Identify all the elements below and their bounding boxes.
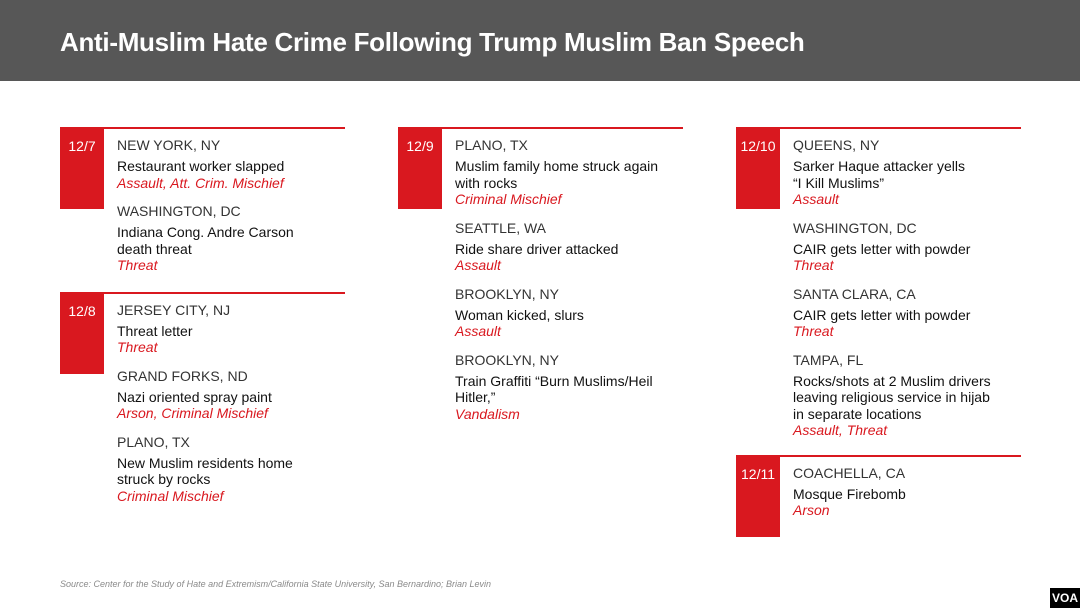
incident-location: BROOKLYN, NY	[455, 351, 559, 368]
incident-item	[117, 368, 345, 422]
column-3	[736, 127, 1021, 531]
date-group-12-11	[736, 455, 1021, 519]
incident-description: Train Graffiti “Burn Muslims/Heil	[455, 372, 653, 389]
source-note: Source: Center for the Study of Hate and Extremism/California State University, San Bernardino; Brian Levin	[60, 579, 492, 589]
incident-location: JERSEY CITY, NJ	[117, 301, 231, 318]
column-1	[60, 127, 345, 516]
incident-type: Assault, Threat	[793, 422, 888, 438]
incident-item	[117, 203, 345, 274]
incident-location: SEATTLE, WA	[455, 219, 547, 236]
incident-item	[793, 286, 1021, 340]
incident-item	[793, 465, 1021, 519]
incident-description: Restaurant worker slapped	[117, 158, 285, 174]
date-badge: 12/10	[736, 127, 780, 209]
date-badge: 12/11	[736, 455, 780, 537]
date-group-12-7	[60, 127, 345, 274]
incident-location: COACHELLA, CA	[793, 464, 906, 481]
date-badge: 12/9	[398, 127, 442, 209]
incident-item	[793, 137, 1021, 208]
incident-item	[793, 352, 1021, 439]
incident-type: Vandalism	[455, 405, 520, 422]
header-bar	[0, 0, 1080, 81]
incident-location: NEW YORK, NY	[117, 137, 221, 153]
incident-description: Hitler,”	[455, 389, 496, 405]
incident-description: death threat	[117, 240, 192, 257]
incident-location: PLANO, TX	[455, 137, 528, 153]
date-badge: 12/8	[60, 292, 104, 374]
incident-location: PLANO, TX	[117, 433, 190, 450]
page-title: Anti-Muslim Hate Crime Following Trump Muslim Ban Speech	[60, 27, 805, 57]
voa-logo: VOA	[1050, 588, 1080, 608]
incident-item	[117, 137, 345, 191]
date-group-12-9	[398, 127, 683, 422]
incident-type: Assault	[793, 191, 839, 207]
date-badge: 12/7	[60, 127, 104, 209]
incident-type: Threat	[793, 257, 834, 273]
incident-location: WASHINGTON, DC	[117, 203, 241, 219]
incident-item	[455, 352, 683, 423]
incident-location: SANTA CLARA, CA	[793, 285, 916, 302]
incident-type: Assault, Att. Crim. Mischief	[117, 174, 284, 191]
incident-item	[455, 137, 683, 208]
incident-description: Ride share driver attacked	[455, 240, 619, 257]
incident-description: Sarker Haque attacker yells	[793, 158, 965, 174]
incident-description: Indiana Cong. Andre Carson	[117, 224, 294, 240]
incident-description: Rocks/shots at 2 Muslim drivers	[793, 372, 991, 389]
incident-description: Mosque Firebomb	[793, 485, 906, 502]
date-group-12-8	[60, 292, 345, 505]
incident-description: with rocks	[455, 174, 518, 191]
incident-type: Arson, Criminal Mischief	[117, 405, 268, 421]
incident-description: CAIR gets letter with powder	[793, 240, 971, 257]
incident-description: leaving religious service in hijab	[793, 389, 990, 405]
incident-item	[793, 220, 1021, 274]
incident-description: struck by rocks	[117, 471, 211, 487]
incident-location: GRAND FORKS, ND	[117, 367, 248, 384]
incident-description: Nazi oriented spray paint	[117, 388, 272, 405]
incident-description: CAIR gets letter with powder	[793, 306, 971, 323]
incident-type: Arson	[793, 502, 830, 518]
incident-item	[455, 220, 683, 274]
incident-type: Threat	[117, 257, 158, 273]
date-group-12-10	[736, 127, 1021, 439]
incident-description: New Muslim residents home	[117, 454, 293, 471]
incident-description: in separate locations	[793, 405, 922, 422]
incident-description: “I Kill Muslims”	[793, 174, 884, 191]
incident-location: QUEENS, NY	[793, 137, 880, 153]
incident-location: BROOKLYN, NY	[455, 285, 559, 302]
incident-description: Threat letter	[117, 322, 193, 339]
incident-item	[455, 286, 683, 340]
incident-item	[117, 434, 345, 505]
incident-type: Threat	[793, 323, 834, 339]
incident-location: TAMPA, FL	[793, 351, 864, 368]
incident-item	[117, 302, 345, 356]
incident-type: Assault	[455, 257, 501, 273]
incident-type: Criminal Mischief	[455, 191, 562, 207]
incident-location: WASHINGTON, DC	[793, 219, 917, 236]
incident-type: Assault	[455, 323, 501, 339]
column-2	[398, 127, 683, 434]
incident-description: Muslim family home struck again	[455, 158, 659, 174]
incident-type: Threat	[117, 339, 158, 355]
incident-type: Criminal Mischief	[117, 487, 224, 504]
incident-description: Woman kicked, slurs	[455, 306, 584, 323]
